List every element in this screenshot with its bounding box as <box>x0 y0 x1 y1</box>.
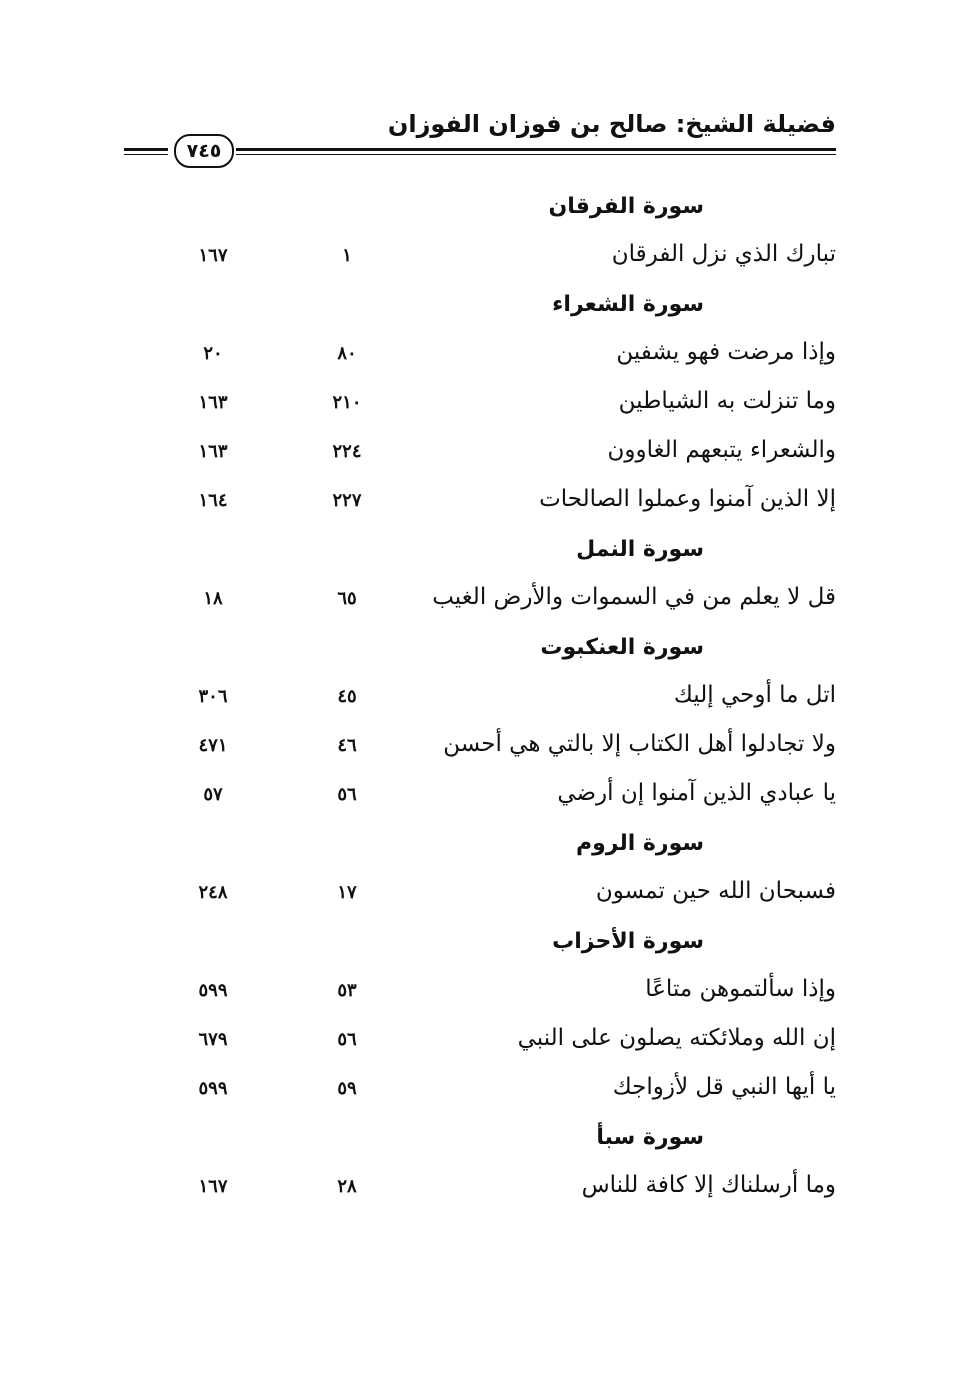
page-reference: ٢٤٨ <box>198 882 228 903</box>
page-reference: ١٨ <box>203 588 223 609</box>
page-reference: ١٦٤ <box>198 490 228 511</box>
ayah-number: ٢١٠ <box>332 392 362 413</box>
ayah-number: ٥٦ <box>337 784 357 805</box>
page-reference: ٥٩٩ <box>198 980 228 1001</box>
surah-heading: سورة العنكبوت <box>540 635 704 660</box>
page-header <box>124 110 836 170</box>
surah-heading: سورة النمل <box>576 537 704 562</box>
ayah-number: ٤٥ <box>337 686 357 707</box>
verse-entry-row <box>170 1019 836 1068</box>
verse-text: إلا الذين آمنوا وعملوا الصالحات <box>539 486 836 512</box>
verse-text: يا عبادي الذين آمنوا إن أرضي <box>557 780 836 806</box>
verse-text: وإذا مرضت فهو يشفين <box>616 339 836 365</box>
surah-heading-row <box>170 823 836 872</box>
verse-text: فسبحان الله حين تمسون <box>595 878 836 904</box>
page-reference: ١٦٣ <box>198 441 228 462</box>
surah-heading-row <box>170 186 836 235</box>
page-reference: ١٦٧ <box>198 1176 228 1197</box>
page-reference: ١٦٣ <box>198 392 228 413</box>
page-reference: ٤٧١ <box>198 735 228 756</box>
verse-index-list <box>170 186 836 1215</box>
verse-entry-row <box>170 1166 836 1215</box>
verse-entry-row <box>170 333 836 382</box>
verse-entry-row <box>170 235 836 284</box>
surah-heading-row <box>170 627 836 676</box>
verse-entry-row <box>170 578 836 627</box>
surah-heading: سورة الأحزاب <box>552 929 704 954</box>
header-title: فضيلة الشيخ: صالح بن فوزان الفوزان <box>387 110 836 138</box>
ayah-number: ٨٠ <box>337 343 357 364</box>
ayah-number: ١٧ <box>337 882 357 903</box>
surah-heading: سورة الفرقان <box>548 194 704 219</box>
verse-text: اتل ما أوحي إليك <box>673 682 836 708</box>
ayah-number: ٦٥ <box>337 588 357 609</box>
verse-entry-row <box>170 480 836 529</box>
verse-entry-row <box>170 431 836 480</box>
ayah-number: ٢٢٧ <box>332 490 362 511</box>
verse-text: يا أيها النبي قل لأزواجك <box>612 1074 836 1100</box>
surah-heading-row <box>170 284 836 333</box>
verse-text: وما تنزلت به الشياطين <box>618 388 836 414</box>
page-reference: ٣٠٦ <box>198 686 228 707</box>
verse-text: ولا تجادلوا أهل الكتاب إلا بالتي هي أحسن <box>443 731 836 757</box>
surah-heading-row <box>170 1117 836 1166</box>
page-reference: ٢٠ <box>203 343 223 364</box>
verse-entry-row <box>170 382 836 431</box>
verse-text: قل لا يعلم من في السموات والأرض الغيب <box>432 584 836 610</box>
verse-text: إن الله وملائكته يصلون على النبي <box>517 1025 836 1051</box>
ayah-number: ٥٩ <box>337 1078 357 1099</box>
ayah-number: ١ <box>342 245 352 266</box>
ayah-number: ٢٢٤ <box>332 441 362 462</box>
surah-heading: سورة الشعراء <box>552 292 704 317</box>
page-number-badge: ٧٤٥ <box>174 134 234 168</box>
verse-text: وإذا سألتموهن متاعًا <box>645 976 836 1002</box>
header-rule-short <box>124 148 168 151</box>
verse-entry-row <box>170 970 836 1019</box>
surah-heading-row <box>170 921 836 970</box>
page-reference: ٥٩٩ <box>198 1078 228 1099</box>
ayah-number: ٥٣ <box>337 980 357 1001</box>
verse-entry-row <box>170 676 836 725</box>
surah-heading: سورة سبأ <box>596 1125 704 1150</box>
verse-text: تبارك الذي نزل الفرقان <box>611 241 836 267</box>
surah-heading: سورة الروم <box>575 831 704 856</box>
ayah-number: ٢٨ <box>337 1176 357 1197</box>
page-reference: ٦٧٩ <box>198 1029 228 1050</box>
verse-entry-row <box>170 872 836 921</box>
ayah-number: ٥٦ <box>337 1029 357 1050</box>
verse-text: والشعراء يتبعهم الغاوون <box>607 437 836 463</box>
header-rule <box>236 148 836 151</box>
page-reference: ٥٧ <box>203 784 223 805</box>
verse-entry-row <box>170 725 836 774</box>
verse-text: وما أرسلناك إلا كافة للناس <box>581 1172 836 1198</box>
verse-entry-row <box>170 774 836 823</box>
surah-heading-row <box>170 529 836 578</box>
page-reference: ١٦٧ <box>198 245 228 266</box>
ayah-number: ٤٦ <box>337 735 357 756</box>
verse-entry-row <box>170 1068 836 1117</box>
